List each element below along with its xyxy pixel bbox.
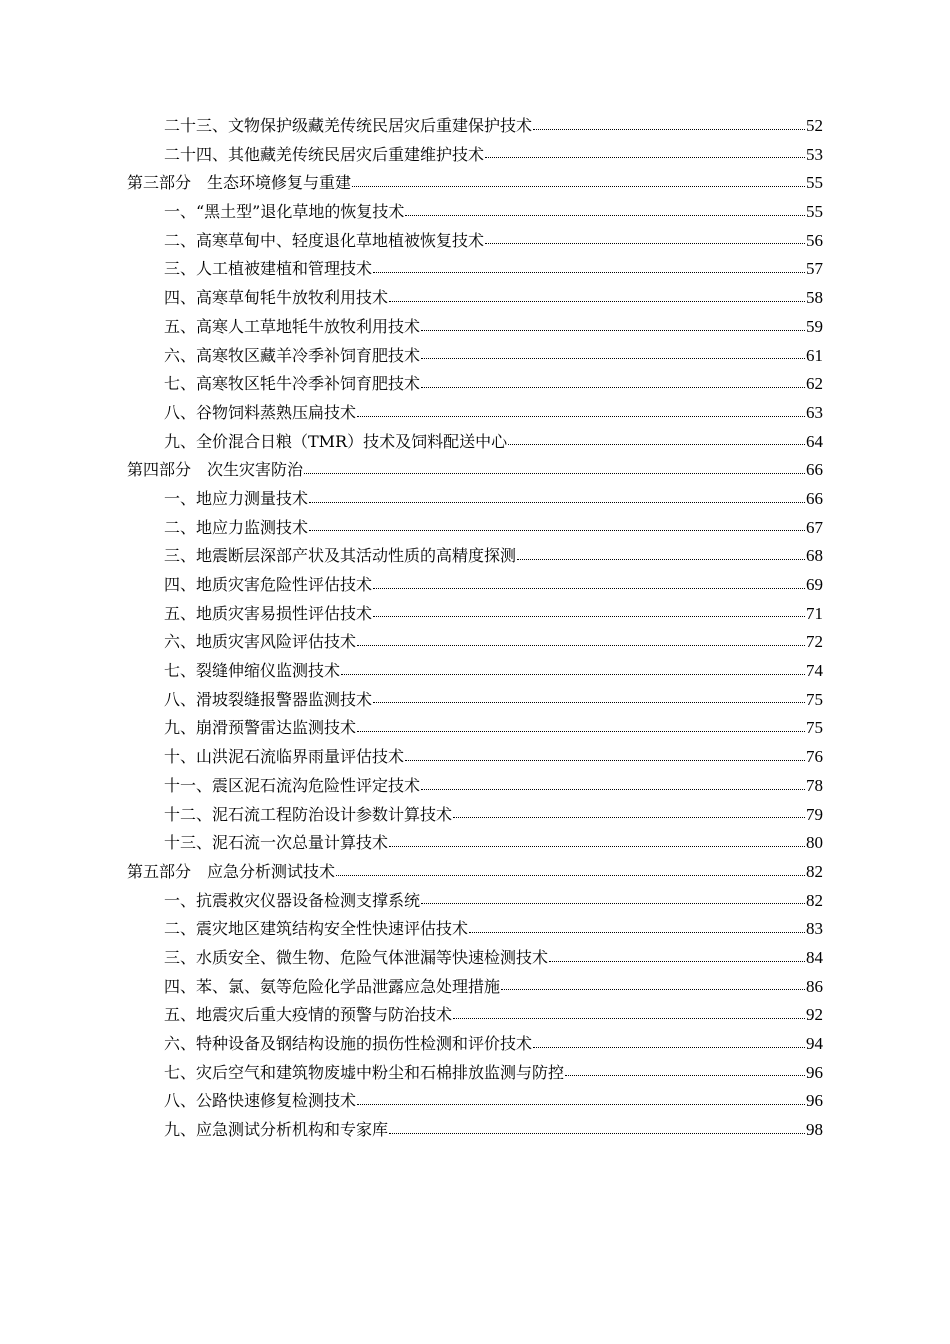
toc-dot-leader — [565, 1074, 805, 1076]
toc-entry-title: 二、震灾地区建筑结构安全性快速评估技术 — [164, 919, 469, 939]
toc-entry[interactable] — [127, 112, 823, 141]
toc-entry-page-number: 84 — [806, 947, 823, 967]
toc-dot-leader — [357, 415, 805, 417]
toc-dot-leader — [421, 357, 805, 359]
toc-entry-title: 九、崩滑预警雷达监测技术 — [164, 718, 357, 738]
toc-entry[interactable] — [127, 313, 823, 342]
toc-entry[interactable] — [127, 657, 823, 686]
toc-dot-leader — [357, 730, 805, 732]
toc-entry[interactable] — [127, 743, 823, 772]
toc-entry-title: 八、滑坡裂缝报警器监测技术 — [164, 689, 373, 709]
toc-entry-title: 二、地应力监测技术 — [164, 517, 309, 537]
toc-entry-page-number: 75 — [806, 718, 823, 738]
toc-dot-leader — [508, 443, 805, 445]
toc-entry[interactable] — [127, 255, 823, 284]
toc-dot-leader — [405, 759, 805, 761]
toc-dot-leader — [373, 615, 805, 617]
toc-dot-leader — [421, 386, 805, 388]
toc-entry-page-number: 79 — [806, 804, 823, 824]
toc-entry-page-number: 74 — [806, 661, 823, 681]
toc-entry-title: 四、苯、氯、氨等危险化学品泄露应急处理措施 — [164, 976, 501, 996]
toc-entry[interactable] — [127, 1030, 823, 1059]
toc-dot-leader — [373, 271, 805, 273]
toc-entry-title: 八、公路快速修复检测技术 — [164, 1091, 357, 1111]
toc-entry[interactable] — [127, 428, 823, 457]
toc-entry-title: 一、地应力测量技术 — [164, 488, 309, 508]
toc-entry-page-number: 76 — [806, 747, 823, 767]
toc-entry[interactable] — [127, 600, 823, 629]
toc-entry-page-number: 96 — [806, 1091, 823, 1111]
toc-dot-leader — [421, 788, 805, 790]
toc-entry[interactable] — [127, 370, 823, 399]
toc-entry[interactable] — [127, 198, 823, 227]
toc-entry[interactable] — [127, 399, 823, 428]
toc-dot-leader — [357, 1103, 805, 1105]
toc-entry[interactable] — [127, 1116, 823, 1145]
toc-entry[interactable] — [127, 1087, 823, 1116]
toc-entry-page-number: 52 — [806, 116, 823, 135]
toc-entry-page-number: 69 — [806, 575, 823, 594]
toc-entry-page-number: 58 — [806, 288, 823, 308]
toc-entry-title: 五、地震灾后重大疫情的预警与防治技术 — [164, 1005, 453, 1025]
toc-entry[interactable] — [127, 686, 823, 715]
toc-entry-page-number: 82 — [806, 890, 823, 910]
toc-dot-leader — [517, 558, 805, 560]
toc-entry-title: 五、地质灾害易损性评估技术 — [164, 603, 373, 623]
toc-entry-title: 七、裂缝伸缩仪监测技术 — [164, 661, 341, 681]
toc-section-entry[interactable] — [127, 169, 823, 198]
toc-dot-leader — [485, 242, 805, 244]
toc-entry-title: 第五部分 应急分析测试技术 — [127, 861, 336, 881]
toc-entry-title: 十、山洪泥石流临界雨量评估技术 — [164, 747, 405, 767]
toc-entry-title: 一、抗震救灾仪器设备检测支撑系统 — [164, 890, 421, 910]
toc-entry-page-number: 64 — [806, 431, 823, 451]
toc-entry-page-number: 72 — [806, 632, 823, 652]
toc-entry-title: 四、高寒草甸牦牛放牧利用技术 — [164, 288, 389, 308]
toc-entry[interactable] — [127, 571, 823, 600]
toc-dot-leader — [352, 185, 805, 187]
toc-entry-page-number: 71 — [806, 603, 823, 623]
toc-entry[interactable] — [127, 973, 823, 1002]
toc-entry[interactable] — [127, 141, 823, 170]
toc-entry-page-number: 82 — [806, 861, 823, 881]
toc-dot-leader — [453, 816, 805, 818]
toc-entry-page-number: 75 — [806, 689, 823, 709]
toc-entry-page-number: 94 — [806, 1034, 823, 1053]
toc-entry-page-number: 67 — [806, 517, 823, 537]
toc-entry-page-number: 63 — [806, 402, 823, 422]
toc-dot-leader — [549, 960, 805, 962]
toc-entry-page-number: 66 — [806, 488, 823, 508]
toc-dot-leader — [357, 644, 805, 646]
toc-entry-page-number: 92 — [806, 1005, 823, 1025]
toc-dot-leader — [533, 1046, 805, 1048]
toc-entry-page-number: 78 — [806, 775, 823, 795]
toc-entry[interactable] — [127, 284, 823, 313]
toc-entry-title: 六、高寒牧区藏羊冷季补饲育肥技术 — [164, 345, 421, 365]
toc-dot-leader — [389, 300, 805, 302]
toc-dot-leader — [373, 701, 805, 703]
toc-entry[interactable] — [127, 514, 823, 543]
table-of-contents — [127, 112, 823, 1145]
toc-entry-page-number: 98 — [806, 1120, 823, 1140]
toc-entry-title: 十二、泥石流工程防治设计参数计算技术 — [164, 804, 453, 824]
toc-entry-title: 二十四、其他藏羌传统民居灾后重建维护技术 — [164, 144, 485, 164]
toc-dot-leader — [453, 1017, 805, 1019]
toc-entry-page-number: 56 — [806, 230, 823, 250]
toc-entry-page-number: 68 — [806, 546, 823, 566]
toc-entry-page-number: 55 — [806, 173, 823, 193]
toc-entry-title: 六、地质灾害风险评估技术 — [164, 632, 357, 652]
toc-entry[interactable] — [127, 887, 823, 916]
toc-dot-leader — [501, 988, 805, 990]
toc-entry-page-number: 53 — [806, 144, 823, 164]
toc-entry-title: 六、特种设备及钢结构设施的损伤性检测和评价技术 — [164, 1034, 533, 1053]
toc-dot-leader — [421, 902, 805, 904]
toc-entry[interactable] — [127, 485, 823, 514]
toc-entry[interactable] — [127, 542, 823, 571]
toc-entry[interactable] — [127, 829, 823, 858]
toc-entry-page-number: 57 — [806, 259, 823, 279]
toc-dot-leader — [389, 845, 805, 847]
toc-entry[interactable] — [127, 801, 823, 830]
toc-dot-leader — [469, 931, 805, 933]
toc-dot-leader — [421, 329, 805, 331]
toc-entry-title: 第三部分 生态环境修复与重建 — [127, 173, 352, 193]
toc-entry-title: 四、地质灾害危险性评估技术 — [164, 575, 373, 594]
toc-entry-page-number: 86 — [806, 976, 823, 996]
toc-dot-leader — [336, 874, 805, 876]
toc-dot-leader — [304, 472, 805, 474]
toc-entry[interactable] — [127, 915, 823, 944]
toc-entry-title: 三、人工植被建植和管理技术 — [164, 259, 373, 279]
toc-entry-title: 十三、泥石流一次总量计算技术 — [164, 833, 389, 853]
toc-entry[interactable] — [127, 227, 823, 256]
toc-entry-page-number: 61 — [806, 345, 823, 365]
toc-entry-page-number: 96 — [806, 1062, 823, 1082]
toc-entry-title: 一、“黑土型”退化草地的恢复技术 — [164, 202, 405, 222]
toc-entry-title: 二十三、文物保护级藏羌传统民居灾后重建保护技术 — [164, 116, 533, 135]
toc-entry-title: 三、地震断层深部产状及其活动性质的高精度探测 — [164, 546, 517, 566]
toc-dot-leader — [485, 156, 805, 158]
toc-entry[interactable] — [127, 1001, 823, 1030]
toc-entry-title: 五、高寒人工草地牦牛放牧利用技术 — [164, 316, 421, 336]
toc-entry-page-number: 55 — [806, 202, 823, 222]
toc-dot-leader — [389, 1132, 805, 1134]
toc-entry-title: 十一、震区泥石流沟危险性评定技术 — [164, 775, 421, 795]
toc-section-entry[interactable] — [127, 456, 823, 485]
toc-entry-page-number: 66 — [806, 460, 823, 480]
toc-entry-title: 第四部分 次生灾害防治 — [127, 460, 304, 480]
toc-entry-title: 七、高寒牧区牦牛冷季补饲育肥技术 — [164, 374, 421, 394]
toc-dot-leader — [309, 501, 805, 503]
toc-entry-title: 九、应急测试分析机构和专家库 — [164, 1120, 389, 1140]
toc-dot-leader — [341, 673, 805, 675]
toc-entry-title: 九、全价混合日粮（TMR）技术及饲料配送中心 — [164, 431, 508, 451]
toc-entry[interactable] — [127, 944, 823, 973]
toc-entry-page-number: 62 — [806, 374, 823, 394]
toc-dot-leader — [309, 529, 805, 531]
toc-entry-page-number: 80 — [806, 833, 823, 853]
toc-dot-leader — [373, 587, 805, 589]
toc-entry[interactable] — [127, 342, 823, 371]
toc-section-entry[interactable] — [127, 858, 823, 887]
toc-dot-leader — [405, 214, 805, 216]
toc-entry[interactable] — [127, 772, 823, 801]
toc-entry[interactable] — [127, 628, 823, 657]
toc-entry-title: 二、高寒草甸中、轻度退化草地植被恢复技术 — [164, 230, 485, 250]
toc-entry-title: 三、水质安全、微生物、危险气体泄漏等快速检测技术 — [164, 947, 549, 967]
toc-entry-title: 八、谷物饲料蒸熟压扁技术 — [164, 402, 357, 422]
toc-entry-page-number: 59 — [806, 316, 823, 336]
toc-entry-page-number: 83 — [806, 919, 823, 939]
toc-entry[interactable] — [127, 714, 823, 743]
toc-entry-title: 七、灾后空气和建筑物废墟中粉尘和石棉排放监测与防控 — [164, 1062, 565, 1082]
toc-dot-leader — [533, 128, 805, 130]
toc-entry[interactable] — [127, 1059, 823, 1088]
